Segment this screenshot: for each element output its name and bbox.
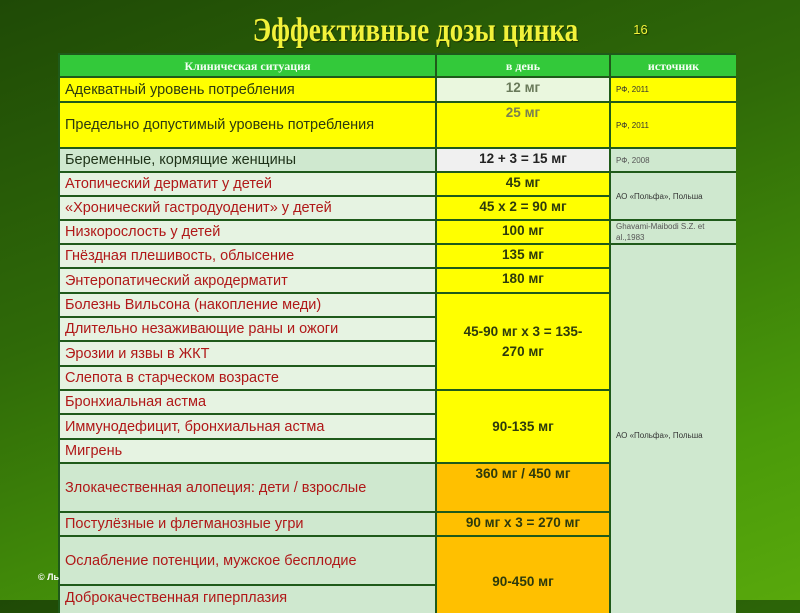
situation-cell: Предельно допустимый уровень потребления: [60, 103, 435, 147]
dose-cell: 12 мг: [437, 78, 609, 101]
dose-cell: 45 мг: [437, 173, 609, 195]
dose-cell: 45-90 мг х 3 = 135-270 мг: [437, 294, 609, 389]
situation-cell: Болезнь Вильсона (накопление меди): [60, 294, 435, 316]
situation-cell: Атопический дерматит у детей: [60, 173, 435, 195]
source-cell: РФ, 2008: [611, 149, 736, 171]
dose-cell: 100 мг: [437, 221, 609, 243]
dose-cell: 90-135 мг: [437, 391, 609, 462]
header-source: источник: [611, 55, 736, 76]
situation-cell: Длительно незаживающие раны и ожоги: [60, 318, 435, 340]
situation-cell: Мигрень: [60, 440, 435, 462]
slide-title: Эффективные дозы цинка 16: [252, 12, 648, 49]
dose-cell: 45 х 2 = 90 мг: [437, 197, 609, 219]
header-dose: в день: [437, 55, 609, 76]
situation-cell: Эрозии и язвы в ЖКТ: [60, 342, 435, 365]
dose-cell: 90-450 мг: [437, 537, 609, 613]
situation-cell: Постулёзные и флегманозные угри: [60, 513, 435, 535]
situation-cell: Энтеропатический акродерматит: [60, 269, 435, 292]
dose-cell: 360 мг / 450 мг: [437, 464, 609, 511]
situation-cell: Иммунодефицит, бронхиальная астма: [60, 415, 435, 438]
situation-cell: Злокачественная алопеция: дети / взрослые: [60, 464, 435, 511]
situation-cell: Доброкачественная гиперплазия: [60, 586, 435, 613]
situation-cell: Адекватный уровень потребления: [60, 78, 435, 101]
dose-cell: 25 мг: [437, 103, 609, 147]
dose-cell: 12 + 3 = 15 мг: [437, 149, 609, 171]
situation-cell: Гнёздная плешивость, облысение: [60, 245, 435, 267]
situation-cell: Беременные, кормящие женщины: [60, 149, 435, 171]
source-cell: АО «Польфа», Польша: [611, 173, 736, 219]
dose-cell: 90 мг х 3 = 270 мг: [437, 513, 609, 535]
source-cell: Ghavami-Maibodi S.Z. et al.,1983: [611, 221, 736, 243]
header-situation: Клиническая ситуация: [60, 55, 435, 76]
slide-number: 16: [633, 21, 648, 37]
copyright-footer: © Ль: [38, 572, 59, 582]
dose-cell: 180 мг: [437, 269, 609, 292]
situation-cell: «Хронический гастродуоденит» у детей: [60, 197, 435, 219]
situation-cell: Слепота в старческом возрасте: [60, 367, 435, 389]
situation-cell: Низкорослость у детей: [60, 221, 435, 243]
situation-cell: Бронхиальная астма: [60, 391, 435, 413]
source-cell: РФ, 2011: [611, 103, 736, 147]
source-cell: РФ, 2011: [611, 78, 736, 101]
situation-cell: Ослабление потенции, мужское бесплодие: [60, 537, 435, 584]
source-cell: АО «Польфа», Польша: [611, 245, 736, 613]
dose-cell: 135 мг: [437, 245, 609, 267]
zinc-dose-table: [58, 53, 736, 613]
